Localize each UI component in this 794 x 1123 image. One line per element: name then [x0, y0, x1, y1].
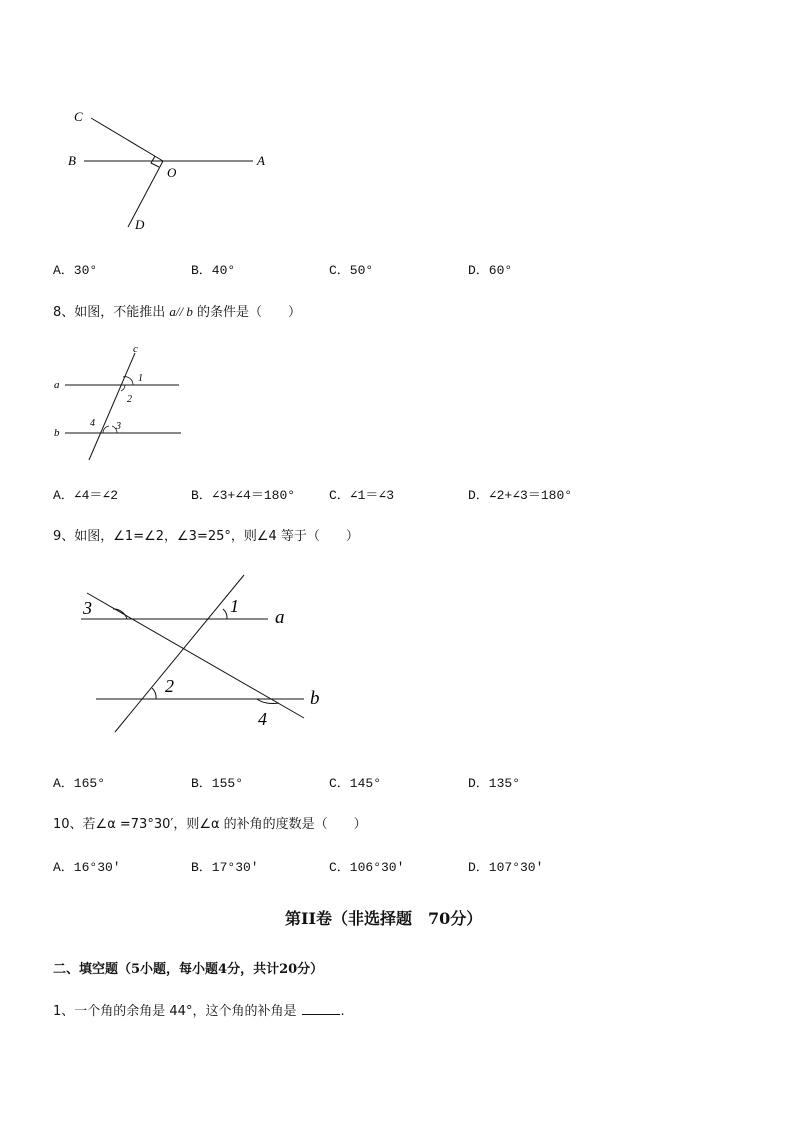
q9-option-a[interactable]: A．165° [53, 776, 106, 791]
q8-stem-suffix: 的条件是（ ） [192, 305, 302, 320]
q8-option-d[interactable]: D．∠2+∠3＝180° [468, 488, 573, 503]
ray-OD [128, 161, 163, 227]
angle-arc-3 [113, 609, 127, 619]
q8-stem-prefix: 8、如图，不能推出 [53, 305, 170, 320]
fill-section-heading: 二、填空题（5小题，每小题4分，共计20分） [53, 962, 324, 977]
label-D: D [135, 217, 145, 232]
label-1: 1 [230, 596, 239, 616]
q7-option-b[interactable]: B．40° [191, 263, 236, 278]
q10-stem: 10、若∠α =73°30′，则∠α 的补角的度数是（ ） [53, 817, 367, 832]
label-b: b [310, 688, 320, 709]
q7-option-c[interactable]: C．50° [329, 263, 374, 278]
label-4: 4 [90, 418, 95, 429]
transversal-1 [115, 575, 244, 732]
q7-figure [60, 100, 280, 240]
ray-OC [91, 118, 163, 161]
q8-figure [45, 340, 195, 465]
q8-option-c[interactable]: C．∠1＝∠3 [329, 488, 395, 503]
answer-blank[interactable] [302, 1002, 340, 1015]
label-2: 2 [127, 394, 132, 405]
line-c [89, 353, 135, 460]
fill-question-1 [53, 1002, 345, 1020]
q8-stem [53, 304, 301, 321]
fill-question-1-end: . [340, 1004, 345, 1019]
angle-arc-1 [223, 609, 227, 619]
label-b: b [54, 427, 60, 439]
q9-stem: 9、如图，∠1=∠2，∠3=25°，则∠4 等于（ ） [53, 529, 359, 544]
label-C: C [74, 109, 83, 124]
label-1: 1 [138, 373, 143, 384]
angle-arc-2 [152, 688, 156, 699]
label-3: 3 [116, 421, 121, 432]
label-3: 3 [83, 598, 92, 618]
q10-option-b[interactable]: B．17°30′ [191, 860, 259, 875]
label-a: a [54, 379, 60, 391]
q7-option-a[interactable]: A．30° [53, 263, 98, 278]
label-A: A [257, 153, 265, 168]
label-B: B [68, 153, 76, 168]
angle-arc-2 [121, 385, 125, 391]
q8-stem-var: a// b [169, 304, 193, 319]
label-4: 4 [258, 709, 267, 729]
q10-option-a[interactable]: A．16°30′ [53, 860, 121, 875]
part2-title: 第II卷（非选择题 70分） [285, 909, 483, 928]
q9-option-d[interactable]: D．135° [468, 776, 521, 791]
q9-figure [70, 565, 340, 745]
q8-option-b[interactable]: B．∠3+∠4＝180° [191, 488, 296, 503]
q8-option-a[interactable]: A．∠4＝∠2 [53, 488, 119, 503]
label-c: c [133, 343, 138, 355]
label-a: a [275, 607, 285, 628]
angle-arc-4 [103, 426, 109, 433]
label-O: O [167, 165, 177, 180]
q9-option-c[interactable]: C．145° [329, 776, 382, 791]
q10-option-d[interactable]: D．107°30′ [468, 860, 544, 875]
label-2: 2 [165, 676, 174, 696]
q10-option-c[interactable]: C．106°30′ [329, 860, 405, 875]
q9-option-b[interactable]: B．155° [191, 776, 244, 791]
fill-question-1-text: 1、一个角的余角是 44°，这个角的补角是 [53, 1004, 297, 1019]
q7-option-d[interactable]: D．60° [468, 263, 513, 278]
